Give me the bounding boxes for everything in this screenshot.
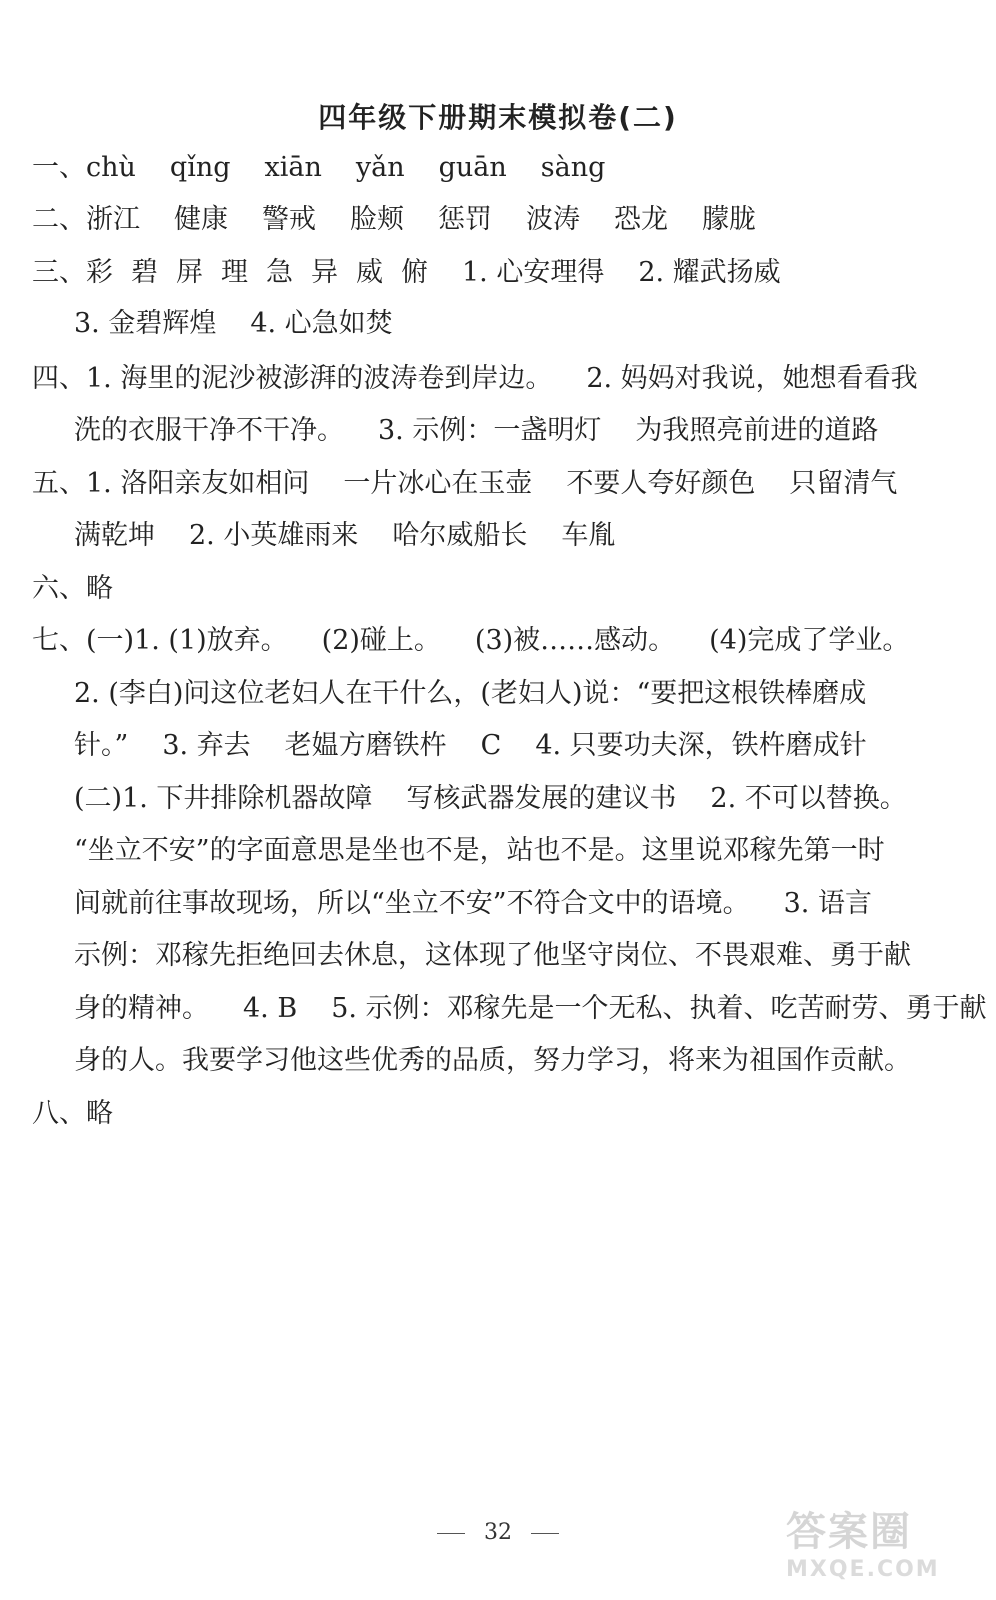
answer-item: 1. 心安理得 [462,257,605,288]
answer-item: 只留清气 [789,468,898,499]
answer-item: 警戒 [262,204,316,235]
answer-line [74,676,974,712]
answer-item: 5. 示例：邓稼先是一个无私、执着、吃苦耐劳、勇于献 [331,993,987,1024]
answer-item: 碧 [131,257,158,288]
answer-item: 俯 [401,257,428,288]
answer-item: xiān [264,152,322,183]
answer-item: 1. 海里的泥沙被澎湃的波涛卷到岸边。 [86,363,553,394]
answer-item: 写核武器发展的建议书 [406,783,677,814]
answer-item: “坐立不安”的字面意思是坐也不是，站也不是。这里说邓稼先第一时 [74,835,885,866]
answer-item: 浙江 [86,204,140,235]
answer-item: 1. 洛阳亲友如相问 [86,468,310,499]
section-number: 五、 [32,468,86,499]
answer-line [74,781,974,817]
answer-item: 满乾坤 [74,520,155,551]
answer-item: 车胤 [561,520,616,551]
answer-item: (二)1. 下井排除机器故障 [74,783,373,814]
answer-item: (4)完成了学业。 [709,625,910,656]
answer-line [32,571,972,607]
answer-line [32,150,972,186]
answer-item: 3. 语言 [783,888,872,919]
answer-item: 急 [266,257,293,288]
answer-item: 不要人夸好颜色 [566,468,756,499]
answer-item: 2. 耀武扬威 [638,257,781,288]
answer-item: 理 [221,257,248,288]
answer-line [74,306,974,342]
answer-item: 屏 [176,257,203,288]
answer-item: (2)碰上。 [321,625,441,656]
answer-line [74,1043,974,1079]
answer-item: 惩罚 [438,204,492,235]
answer-item: 2. (李白)问这位老妇人在干什么，(老妇人)说：“要把这根铁棒磨成 [74,678,867,709]
answer-item: guān [438,152,507,183]
answer-item: 针。” [74,730,129,761]
answer-line [32,466,972,502]
answer-item: sàng [540,152,606,183]
answer-item: 略 [86,1098,113,1129]
answer-item: (3)被……感动。 [474,625,676,656]
answer-item: 3. 弃去 [162,730,251,761]
answer-item: 异 [311,257,338,288]
section-number: 一、 [32,152,86,183]
answer-item: 2. 小英雄雨来 [189,520,359,551]
answer-line [32,623,972,659]
answer-item: 朦胧 [702,204,756,235]
answer-item: 身的人。我要学习他这些优秀的品质，努力学习，将来为祖国作贡献。 [74,1045,911,1076]
answer-item: 波涛 [526,204,580,235]
page-title: 四年级下册期末模拟卷(二) [318,101,678,134]
section-number: 二、 [32,204,86,235]
answer-item: 老媪方磨铁杵 [284,730,447,761]
answer-item: 3. 金碧辉煌 [74,308,217,339]
answer-line [74,413,974,449]
answer-item: qǐng [169,152,231,183]
answer-item: 健康 [174,204,228,235]
answer-item: yǎn [355,152,405,183]
section-number: 四、 [32,363,86,394]
answer-item: 为我照亮前进的道路 [635,415,879,446]
section-number: 三、 [32,257,86,288]
watermark-top: 答案圈 [786,1509,912,1555]
answer-item: 哈尔威船长 [392,520,528,551]
answer-line [32,255,972,291]
section-number: 六、 [32,573,86,604]
answer-item: 示例：邓稼先拒绝回去休息，这体现了他坚守岗位、不畏艰难、勇于献 [74,940,911,971]
answer-line [74,938,974,974]
answer-item: 间就前往事故现场，所以“坐立不安”不符合文中的语境。 [74,888,750,919]
answer-item: 彩 [86,257,113,288]
answer-item: 一片冰心在玉壶 [343,468,533,499]
watermark-logo [786,1500,976,1580]
answer-item: (一)1. (1)放弃。 [86,625,288,656]
page-number: 32 [484,1520,512,1545]
answer-line [32,361,972,397]
answer-line [74,991,987,1027]
answer-item: 2. 不可以替换。 [710,783,907,814]
watermark-bottom: MXQE.COM [786,1557,940,1582]
answer-item: 洗的衣服干净不干净。 [74,415,344,446]
footer-dash-left [437,1533,465,1534]
section-number: 八、 [32,1098,86,1129]
answer-line [32,1096,972,1132]
answer-item: 4. B [243,993,298,1024]
answer-line [74,728,974,764]
answer-line [74,518,974,554]
answer-item: 3. 示例：一盏明灯 [378,415,602,446]
footer-dash-right [531,1533,559,1534]
answer-line [32,202,972,238]
answer-item: 略 [86,573,113,604]
answer-line [74,833,974,869]
answer-line [74,886,974,922]
answer-item: 身的精神。 [74,993,209,1024]
section-number: 七、 [32,625,86,656]
answer-item: 脸颊 [350,204,404,235]
answer-item: C [480,730,502,761]
answer-item: 恐龙 [614,204,668,235]
answer-item: chù [86,152,136,183]
answer-item: 2. 妈妈对我说，她想看看我 [586,363,918,394]
answer-item: 威 [356,257,383,288]
answer-item: 4. 心急如焚 [250,308,393,339]
answer-item: 4. 只要功夫深，铁杵磨成针 [535,730,867,761]
